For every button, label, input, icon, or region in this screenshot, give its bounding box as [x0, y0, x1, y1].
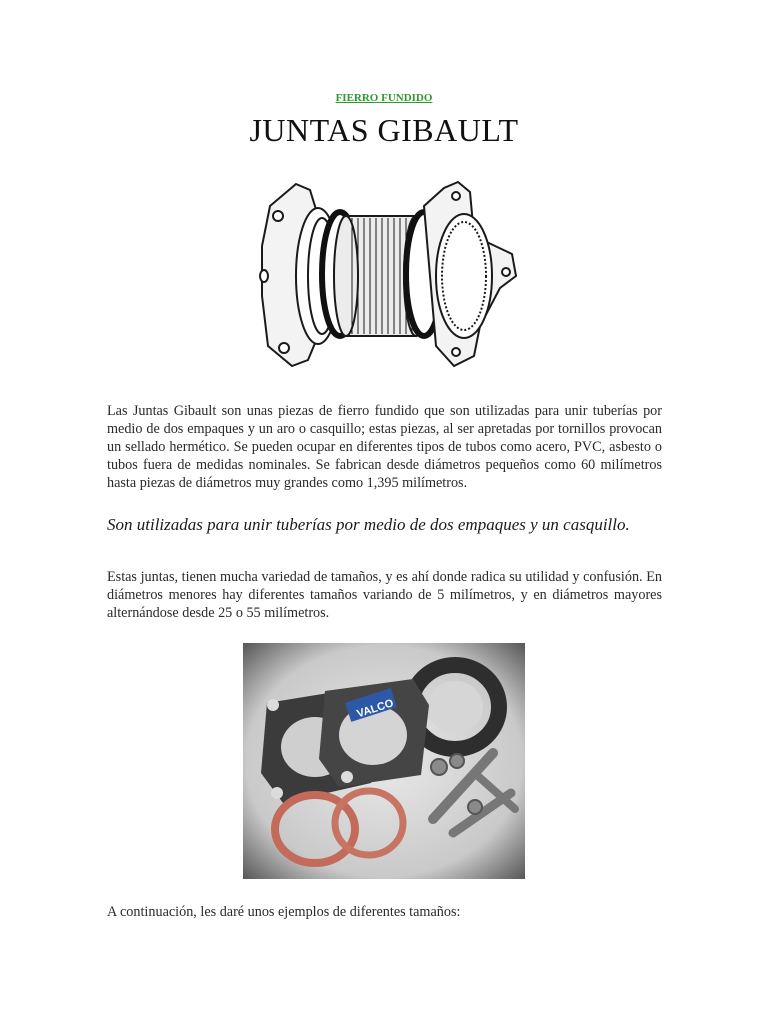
section-subheading: Son utilizadas para unir tuberías por medio de dos empaques y un casquillo.: [107, 515, 630, 534]
category-link[interactable]: FIERRO FUNDIDO: [335, 92, 433, 104]
sizes-paragraph: Estas juntas, tienen mucha variedad de tamaños, y es ahí donde radica su utilidad y confusión. En diámetros menores hay diferentes tamaños variando de 5 milímetros, y en diámetros mayores alternándose desde 25 o 55 milímetros.: [107, 569, 662, 621]
gibault-parts-photo: [243, 643, 525, 879]
intro-paragraph: Las Juntas Gibault son unas piezas de fierro fundido que son utilizadas para unir tuberías por medio de dos empaques y un aro o casquillo; estas piezas, al ser apretadas por tornillos provocan un sellado hermético. Se pueden ocupar en diferentes tipos de tubos como acero, PVC, asbesto o tubos fuera de medidas nominales. Se fabrican desde diámetros pequeños como 60 milímetros hasta piezas de diámetros muy grandes como 1,395 milímetros.: [107, 403, 662, 491]
gibault-joint-diagram: [248, 176, 520, 372]
page-title: JUNTAS GIBAULT: [249, 112, 519, 148]
examples-intro-paragraph: A continuación, les daré unos ejemplos de diferentes tamaños:: [107, 904, 461, 920]
valco-label: VALCO: [355, 697, 396, 721]
